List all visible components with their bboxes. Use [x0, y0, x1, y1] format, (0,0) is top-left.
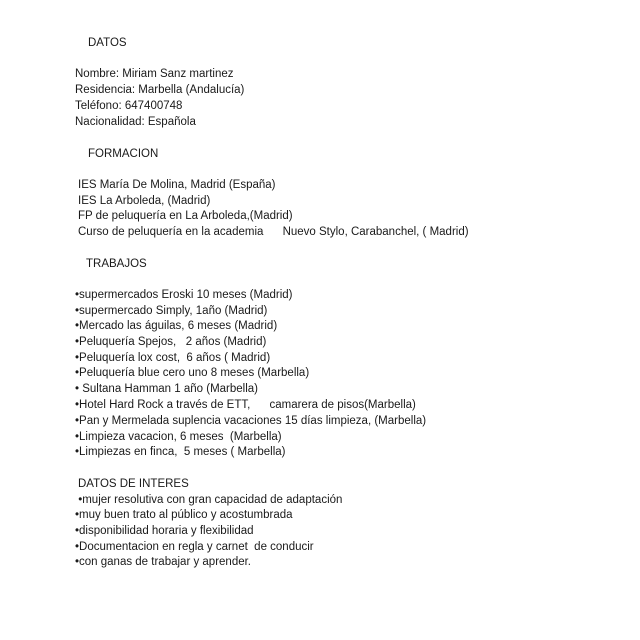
datos-line: Nacionalidad: Española — [75, 116, 196, 128]
interes-line: •con ganas de trabajar y aprender. — [75, 556, 252, 568]
formacion-line: IES La Arboleda, (Madrid) — [78, 195, 211, 207]
trabajos-line: •supermercados Eroski 10 meses (Madrid) — [75, 289, 293, 301]
section-heading-trabajos: TRABAJOS — [86, 258, 147, 270]
trabajos-line: •Limpieza vacacion, 6 meses (Marbella) — [75, 431, 282, 443]
interes-line: •disponibilidad horaria y flexibilidad — [75, 525, 254, 537]
interes-line: •mujer resolutiva con gran capacidad de adaptación — [75, 494, 343, 506]
section-heading-interes: DATOS DE INTERES — [78, 478, 189, 490]
trabajos-line: •Pan y Mermelada suplencia vacaciones 15 días limpieza, (Marbella) — [75, 415, 427, 427]
trabajos-line: •Peluquería blue cero uno 8 meses (Marbella) — [75, 367, 310, 379]
datos-line: Teléfono: 647400748 — [75, 100, 183, 112]
trabajos-line: •Peluquería lox cost, 6 años ( Madrid) — [75, 352, 271, 364]
formacion-line: IES María De Molina, Madrid (España) — [78, 179, 276, 191]
interes-line: •muy buen trato al público y acostumbrada — [75, 509, 293, 521]
trabajos-line: •Hotel Hard Rock a través de ETT, camarera de pisos(Marbella) — [75, 399, 416, 411]
trabajos-line: •supermercado Simply, 1año (Madrid) — [75, 305, 268, 317]
section-heading-datos: DATOS — [88, 37, 127, 49]
interes-line: •Documentacion en regla y carnet de conducir — [75, 541, 314, 553]
formacion-line: FP de peluquería en La Arboleda,(Madrid) — [78, 210, 293, 222]
trabajos-line: •Limpiezas en finca, 5 meses ( Marbella) — [75, 446, 286, 458]
formacion-line: Curso de peluquería en la academia Nuevo Stylo, Carabanchel, ( Madrid) — [78, 226, 469, 238]
trabajos-line: • Sultana Hamman 1 año (Marbella) — [75, 383, 259, 395]
datos-line: Nombre: Miriam Sanz martinez — [75, 68, 234, 80]
trabajos-line: •Mercado las águilas, 6 meses (Madrid) — [75, 320, 278, 332]
datos-line: Residencia: Marbella (Andalucía) — [75, 84, 245, 96]
trabajos-line: •Peluquería Spejos, 2 años (Madrid) — [75, 336, 267, 348]
section-heading-formacion: FORMACION — [88, 148, 159, 160]
